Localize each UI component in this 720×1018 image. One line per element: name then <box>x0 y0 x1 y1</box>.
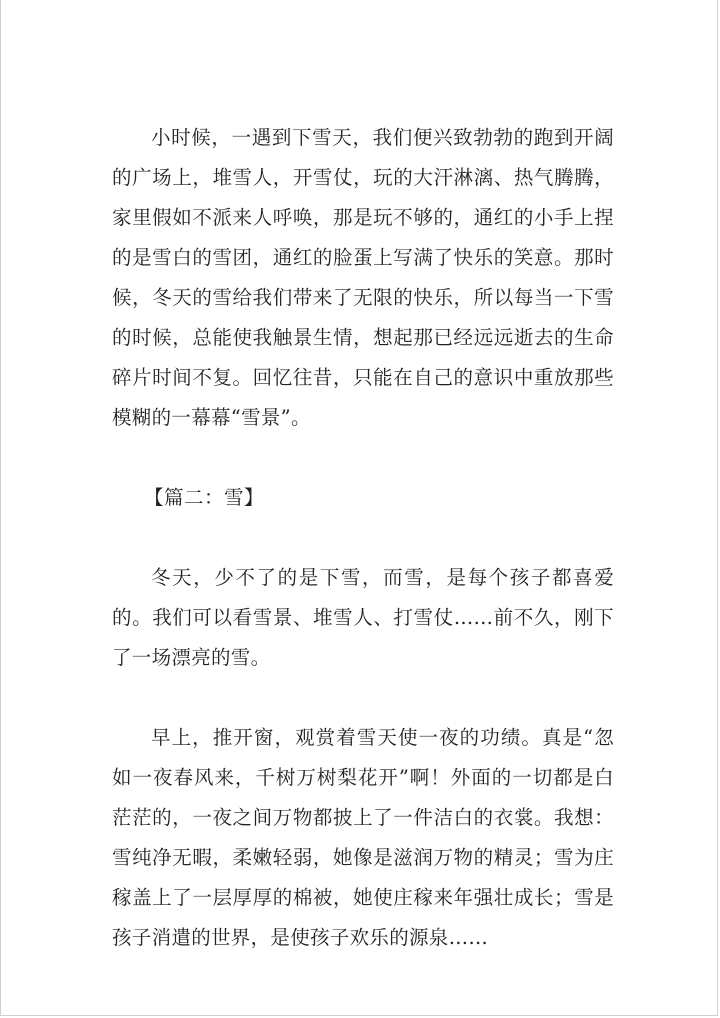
paragraph-spacer <box>112 438 614 478</box>
paragraph-morning-window: 早上，推开窗，观赏着雪天使一夜的功绩。真是“忽如一夜春风来，千树万树梨花开”啊！外面的一切都是白茫茫的，一夜之间万物都披上了一件洁白的衣裳。我想：雪纯净无暇，柔嫩轻弱，她像是滋润万物的精灵；雪为庄稼盖上了一层厚厚的棉被，她使庄稼来年强壮成长；雪是孩子消遣的世界，是使孩子欢乐的源泉…… <box>112 726 614 949</box>
paragraph-winter-snow: 冬天，少不了的是下雪，而雪，是每个孩子都喜爱的。我们可以看雪景、堆雪人、打雪仗……前不久，刚下了一场漂亮的雪。 <box>112 566 614 669</box>
paragraph-childhood-snow: 小时候，一遇到下雪天，我们便兴致勃勃的跑到开阔的广场上，堆雪人，开雪仗，玩的大汗淋漓、热气腾腾，家里假如不派来人呼唤，那是玩不够的，通红的小手上捏的是雪白的雪团，通红的脸蛋上写满了快乐的笑意。那时候，冬天的雪给我们带来了无限的快乐，所以每当一下雪的时候，总能使我触景生情，想起那已经远远逝去的生命碎片时间不复。回忆往昔，只能在自己的意识中重放那些模糊的一幕幕“雪景”。 <box>112 126 614 429</box>
document-body <box>112 118 614 958</box>
section-heading: 【篇二：雪】 <box>144 486 265 509</box>
paragraph-spacer <box>112 678 614 718</box>
paragraph-spacer <box>112 518 614 558</box>
